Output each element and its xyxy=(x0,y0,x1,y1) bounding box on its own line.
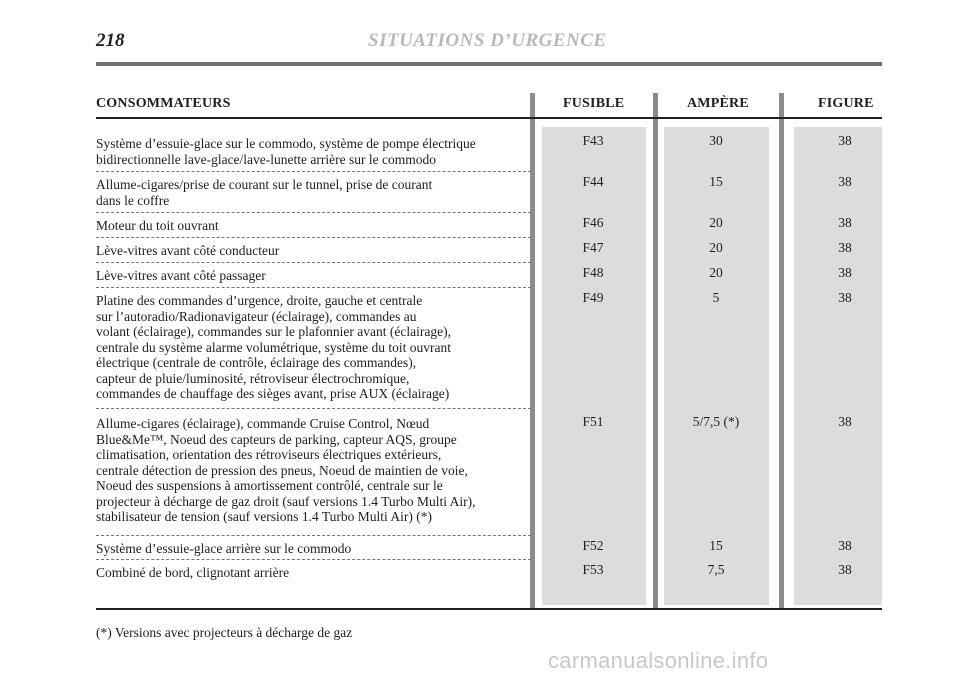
row-fuse: F43 xyxy=(582,133,604,148)
row-line: centrale du système alarme volumétrique, système du toit ouvrant xyxy=(96,339,452,355)
row-line: Allume-cigares (éclairage), commande Cruise Control, Nœud xyxy=(96,416,430,431)
row-fuse: F53 xyxy=(582,562,604,577)
row-fuse: F44 xyxy=(582,174,604,189)
row-description xyxy=(96,541,531,557)
header-rule xyxy=(96,117,882,119)
row-figure: 38 xyxy=(838,538,852,553)
row-fuse: F52 xyxy=(582,538,604,553)
row-line: électrique (centrale de contrôle, éclairage des commandes), xyxy=(96,355,417,370)
row-figure: 38 xyxy=(838,265,852,280)
row-line: capteur de pluie/luminosité, rétroviseur électrochromique, xyxy=(96,370,410,386)
row-line: Lève-vitres avant côté passager xyxy=(96,268,266,283)
row-fuse: F48 xyxy=(582,265,604,280)
row-description xyxy=(96,565,531,581)
row-description xyxy=(96,416,531,525)
row-description xyxy=(96,268,531,284)
row-line: Moteur du toit ouvrant xyxy=(96,218,219,233)
amp-column-band xyxy=(664,127,769,605)
section-title: SITUATIONS D’URGENCE xyxy=(368,30,607,51)
row-figure: 38 xyxy=(838,240,852,255)
row-amp: 20 xyxy=(709,265,723,280)
row-divider xyxy=(96,237,531,238)
row-description xyxy=(96,136,531,167)
row-amp: 15 xyxy=(709,174,723,189)
row-line: sur l’autoradio/Radionavigateur (éclairage), commandes au xyxy=(96,308,417,324)
row-figure: 38 xyxy=(838,290,852,305)
row-amp: 20 xyxy=(709,240,723,255)
row-fuse: F47 xyxy=(582,240,604,255)
row-line: dans le coffre xyxy=(96,192,170,208)
row-divider xyxy=(96,212,531,213)
row-divider xyxy=(96,535,531,536)
footnote: (*) Versions avec projecteurs à décharge de gaz xyxy=(96,625,353,640)
header-fusible: FUSIBLE xyxy=(563,96,625,111)
header-figure: FIGURE xyxy=(818,96,874,111)
column-separator xyxy=(653,93,658,610)
row-amp: 5 xyxy=(712,290,720,305)
row-divider xyxy=(96,408,531,409)
watermark: carmanualsonline.info xyxy=(548,648,769,673)
row-amp: 7,5 xyxy=(707,562,725,577)
row-fuse: F51 xyxy=(582,414,604,429)
row-line: volant (éclairage), commandes sur le plafonnier avant (éclairage), xyxy=(96,324,451,339)
row-figure: 38 xyxy=(838,215,852,230)
figure-column-band xyxy=(794,127,882,605)
row-line: bidirectionnelle lave-glace/lave-lunette arrière sur le commodo xyxy=(96,151,436,167)
row-divider xyxy=(96,559,531,560)
page-number: 218 xyxy=(96,30,125,51)
row-figure: 38 xyxy=(838,414,852,429)
bottom-rule xyxy=(96,608,882,610)
row-line: Noeud des suspensions à amortissement contrôlé, centrale sur le xyxy=(96,478,443,493)
header-ampere: AMPÈRE xyxy=(687,96,749,111)
row-description xyxy=(96,293,531,402)
row-divider xyxy=(96,287,531,288)
row-line: Lève-vitres avant côté conducteur xyxy=(96,243,280,258)
row-line: Allume-cigares/prise de courant sur le tunnel, prise de courant xyxy=(96,177,433,192)
row-line: Système d’essuie-glace sur le commodo, système de pompe électrique xyxy=(96,136,476,151)
row-amp: 5/7,5 (*) xyxy=(692,414,740,429)
row-divider xyxy=(96,262,531,263)
row-line: Combiné de bord, clignotant arrière xyxy=(96,565,290,580)
row-line: Système d’essuie-glace arrière sur le commodo xyxy=(96,541,352,556)
row-fuse: F46 xyxy=(582,215,604,230)
row-amp: 20 xyxy=(709,215,723,230)
top-rule xyxy=(96,62,882,66)
row-line: centrale détection de pression des pneus, Noeud de maintien de voie, xyxy=(96,462,468,478)
row-fuse: F49 xyxy=(582,290,604,305)
row-line: projecteur à décharge de gaz droit (sauf versions 1.4 Turbo Multi Air), xyxy=(96,493,476,509)
fuse-column-band xyxy=(542,127,646,605)
row-description xyxy=(96,218,531,234)
row-figure: 38 xyxy=(838,562,852,577)
row-description xyxy=(96,243,531,259)
row-description xyxy=(96,177,531,208)
row-line: stabilisateur de tension (sauf versions 1.4 Turbo Multi Air) (*) xyxy=(96,509,432,524)
row-amp: 30 xyxy=(709,133,723,148)
column-separator xyxy=(779,93,784,610)
header-consommateurs: CONSOMMATEURS xyxy=(96,96,231,111)
row-divider xyxy=(96,171,531,172)
row-line: Blue&Me™, Noeud des capteurs de parking, capteur AQS, groupe xyxy=(96,431,457,447)
row-figure: 38 xyxy=(838,133,852,148)
row-amp: 15 xyxy=(709,538,723,553)
row-line: commandes de chauffage des sièges avant, prise AUX (éclairage) xyxy=(96,386,450,401)
row-figure: 38 xyxy=(838,174,852,189)
row-line: climatisation, orientation des rétroviseurs électriques extérieurs, xyxy=(96,447,442,462)
row-line: Platine des commandes d’urgence, droite, gauche et centrale xyxy=(96,293,423,308)
